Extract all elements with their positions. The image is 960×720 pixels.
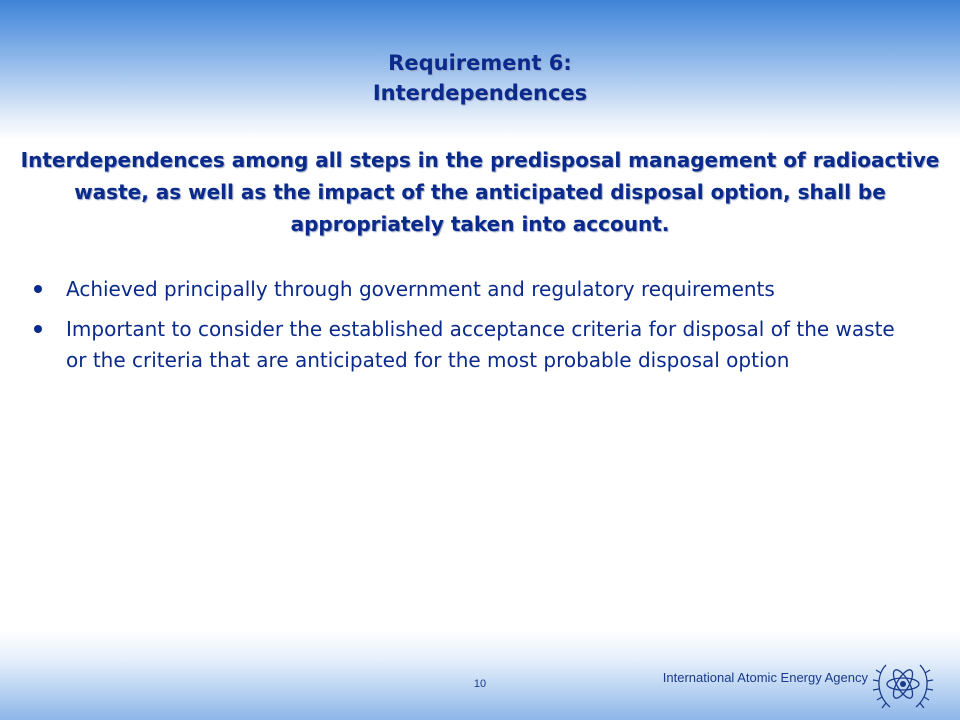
title-line-1: Requirement 6: (388, 51, 572, 75)
bullet-text: Achieved principally through government and regulatory requirements (66, 277, 775, 301)
agency-name: International Atomic Energy Agency (662, 670, 868, 685)
bullet-icon (34, 285, 42, 293)
bullet-item (30, 314, 900, 376)
bullet-item (30, 274, 900, 305)
bullet-list (30, 274, 900, 385)
requirement-statement: Interdependences among all steps in the predisposal management of radioactive waste, as well as the impact of the anticipated disposal option, shall be appropriately taken into account. (20, 148, 940, 236)
bullet-icon (34, 325, 42, 333)
slide-title (0, 48, 960, 108)
title-line-2: Interdependences (372, 81, 588, 105)
bullet-text: Important to consider the established acceptance criteria for disposal of the waste or the criteria that are anticipated for the most probable disposal option (66, 317, 895, 372)
iaea-logo-icon (872, 655, 934, 713)
page-number: 10 (473, 678, 487, 690)
